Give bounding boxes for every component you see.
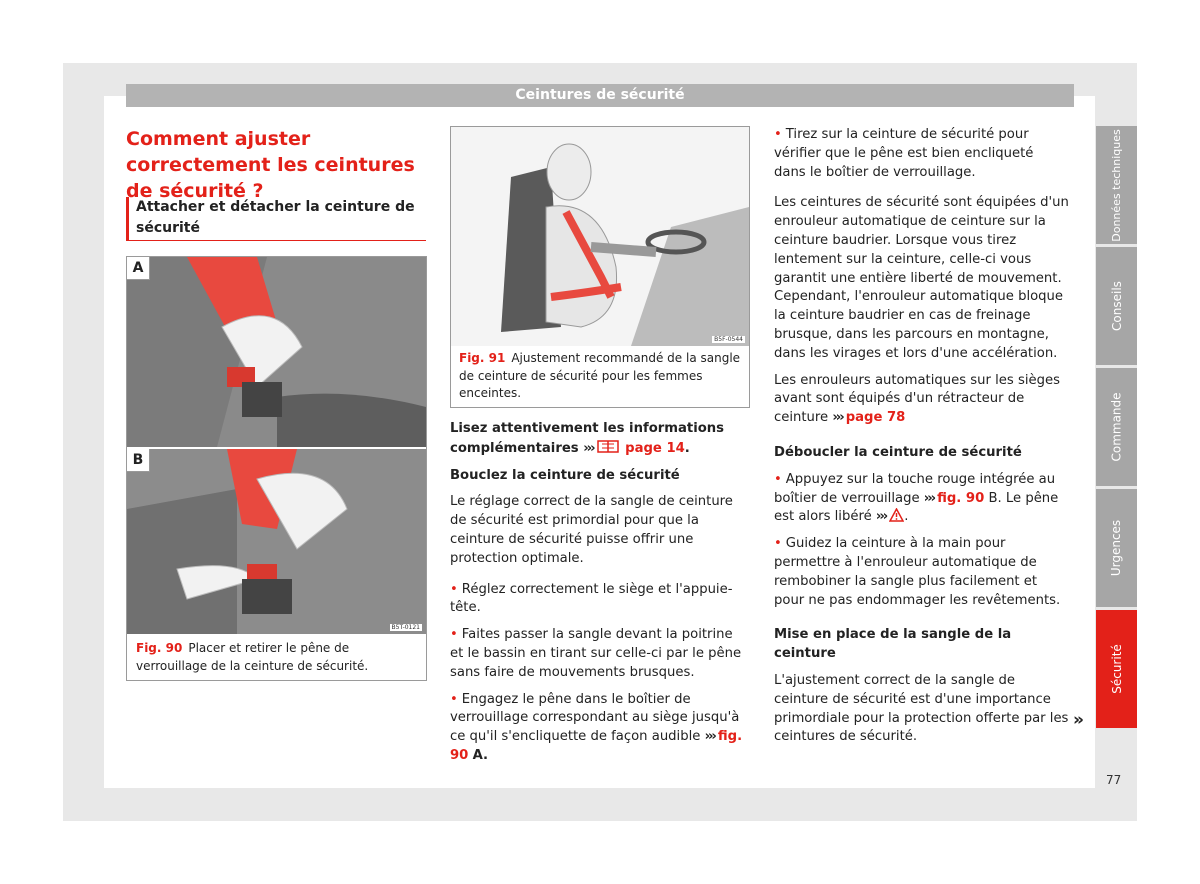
heading-deboucler: Déboucler la ceinture de sécurité (774, 444, 1022, 460)
buckle-release-illustration (127, 449, 426, 634)
middle-text-column (450, 420, 750, 774)
right-text-column (774, 126, 1069, 755)
figure-90-panel-b (127, 449, 426, 634)
tab-conseils[interactable]: Conseils (1096, 247, 1137, 365)
tab-urgences[interactable]: Urgences (1096, 489, 1137, 607)
figure-90 (126, 256, 427, 681)
bullet-sangle: • Faites passer la sangle devant la poitrine et le bassin en tirant sur celle-ci par le pêne sans faire de mouvements brusques. (450, 627, 742, 680)
tab-donnees-techniques[interactable]: Données techniques (1096, 126, 1137, 244)
para-enrouleur: Les ceintures de sécurité sont équipées d'un enrouleur automatique de ceinture sur la ceinture baudrier. Lorsque vous tirez lentement sur la ceinture, celle-ci vous garantit une entière liberté de mouvement. Cependant, l'enrouleur automatique bloque la ceinture baudrier en cas de freinage brusque, dans les parcours en montagne, dans les virages et lors d'une accélération. (774, 195, 1069, 361)
buckle-insert-illustration (127, 257, 426, 447)
intro-page-link[interactable]: page 14 (625, 440, 685, 456)
warning-triangle-icon (889, 508, 904, 522)
page78-link[interactable]: page 78 (845, 410, 906, 426)
figure-91-code: B5F-0544 (714, 336, 743, 343)
para-reglage: Le réglage correct de la sangle de ceinture de sécurité est primordial pour que la ceinture de sécurité puisse offrir une protection optimale. (450, 494, 733, 566)
fig90-link-right[interactable]: fig. 90 (937, 490, 985, 506)
page-title: Comment ajuster correctement les ceintures de sécurité ? (126, 128, 415, 202)
pregnant-woman-illustration (451, 127, 749, 346)
figure-90-caption: Fig. 90 Placer et retirer le pêne de verrouillage de la ceinture de sécurité. (136, 641, 369, 673)
para-retracteur: Les enrouleurs automatiques sur les sièges avant sont équipés d'un rétracteur de ceinture ››› page 78 (774, 372, 1060, 426)
panel-a-label: A (127, 257, 150, 280)
heading-bouclez: Bouclez la ceinture de sécurité (450, 467, 680, 483)
continue-arrow: » (1073, 710, 1084, 730)
figure-90-panel-a (127, 257, 426, 447)
heading-mise-en-place: Mise en place de la sangle de la ceinture (774, 627, 1012, 662)
tab-securite[interactable]: Sécurité (1096, 610, 1137, 728)
page-number: 77 (1106, 773, 1122, 787)
intro-note: Lisez attentivement les informations complémentaires ››› page 14. (450, 421, 725, 456)
fig90-link[interactable]: fig. 90 (450, 729, 743, 763)
bullet-siege: • Réglez correctement le siège et l'appuie-tête. (450, 581, 733, 616)
para-ajustement: L'ajustement correct de la sangle de ceinture de sécurité est d'une importance primordiale pour la protection offerte par les ceintures de sécurité. (774, 672, 1069, 745)
figure-91-caption: Fig. 91 Ajustement recommandé de la sangle de ceinture de sécurité pour les femmes enceintes. (459, 351, 741, 400)
book-warning-icon (597, 439, 621, 454)
figure-91-image (451, 127, 749, 346)
figure-91 (450, 126, 750, 408)
bullet-pene: • Engagez le pêne dans le boîtier de verrouillage correspondant au siège jusqu'à ce qu'il s'encliquette de façon audible ››› fig. 90 A. (450, 691, 743, 763)
bullet-guidez: • Guidez la ceinture à la main pour permettre à l'enrouleur automatique de rembobiner la sangle plus facilement et pour ne pas endommager les revêtements. (774, 536, 1061, 608)
figure-90-code: B5T-0121 (391, 624, 420, 631)
bullet-touche-rouge: • Appuyez sur la touche rouge intégrée au boîtier de verrouillage ››› fig. 90 B. Le pêne est alors libéré ››› . (774, 471, 1059, 525)
tab-commande[interactable]: Commande (1096, 368, 1137, 486)
section-subtitle: Attacher et détacher la ceinture de sécurité (126, 197, 426, 241)
bullet-tirez: • Tirez sur la ceinture de sécurité pour vérifier que le pêne est bien encliqueté dans le boîtier de verrouillage. (774, 127, 1034, 180)
panel-b-label: B (127, 449, 150, 472)
section-header: Ceintures de sécurité (126, 84, 1074, 107)
